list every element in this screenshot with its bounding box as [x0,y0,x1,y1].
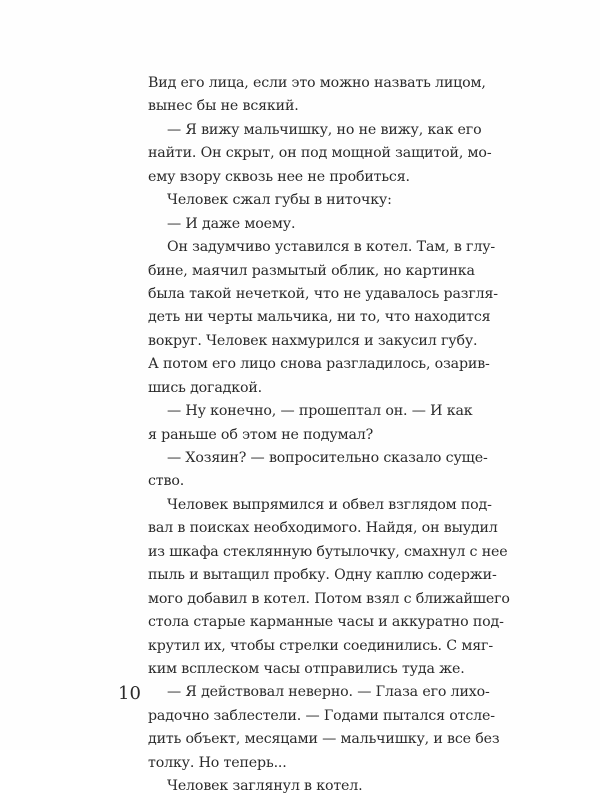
body-text [148,72,510,799]
text-line: из шкафа стеклянную бутылочку, смахнул с нее [148,543,508,560]
text-line: Человек заглянул в котел. [167,778,363,795]
text-line: стола старые карманные часы и аккуратно под- [148,614,504,631]
text-line: толку. Но теперь... [148,754,287,771]
text-line: Человек выпрямился и обвел взглядом под- [167,496,492,513]
text-line: ство. [148,473,185,490]
text-line: — Я вижу мальчишку, но не вижу, как его [167,121,482,138]
text-line: деть ни черты мальчика, ни то, что находится [148,309,491,326]
text-line: — Ну конечно, — прошептал он. — И как [167,403,473,420]
text-line: Он задумчиво уставился в котел. Там, в глу- [167,239,496,256]
text-line: ким всплеском часы отправились туда же. [148,660,465,677]
text-line: бине, маячил размытый облик, но картинка [148,262,475,279]
text-line: пыль и вытащил пробку. Одну каплю содержи- [148,567,497,584]
text-line: вал в поисках необходимого. Найдя, он выудил [148,520,498,537]
text-line: радочно заблестели. — Годами пытался отсле- [148,707,495,724]
text-line: А потом его лицо снова разгладилось, озарив- [148,356,490,373]
text-line: Человек сжал губы в ниточку: [167,192,392,209]
text-line: вынес бы не всякий. [148,98,299,115]
text-line: — Я действовал неверно. — Глаза его лихо- [167,684,490,701]
text-line: Вид его лица, если это можно назвать лицом, [148,75,486,91]
text-line: вокруг. Человек нахмурился и закусил губу. [148,332,478,349]
text-line: ему взору сквозь нее не пробиться. [148,168,410,185]
text-line: мого добавил в котел. Потом взял с ближайшего [148,590,510,607]
text-line: шись догадкой. [148,379,263,396]
text-line: найти. Он скрыт, он под мощной защитой, мо- [148,145,492,162]
text-line: я раньше об этом не подумал? [148,426,374,443]
text-line: крутил их, чтобы стрелки соединились. С мяг- [148,637,493,654]
text-line: — И даже моему. [167,215,296,232]
text-line: — Хозяин? — вопросительно сказало суще- [167,450,488,466]
text-line: была такой нечеткой, что не удавалось разгля- [148,285,498,302]
page-number: 10 [118,683,141,704]
text-line: дить объект, месяцами — мальчишку, и все без [148,731,500,748]
